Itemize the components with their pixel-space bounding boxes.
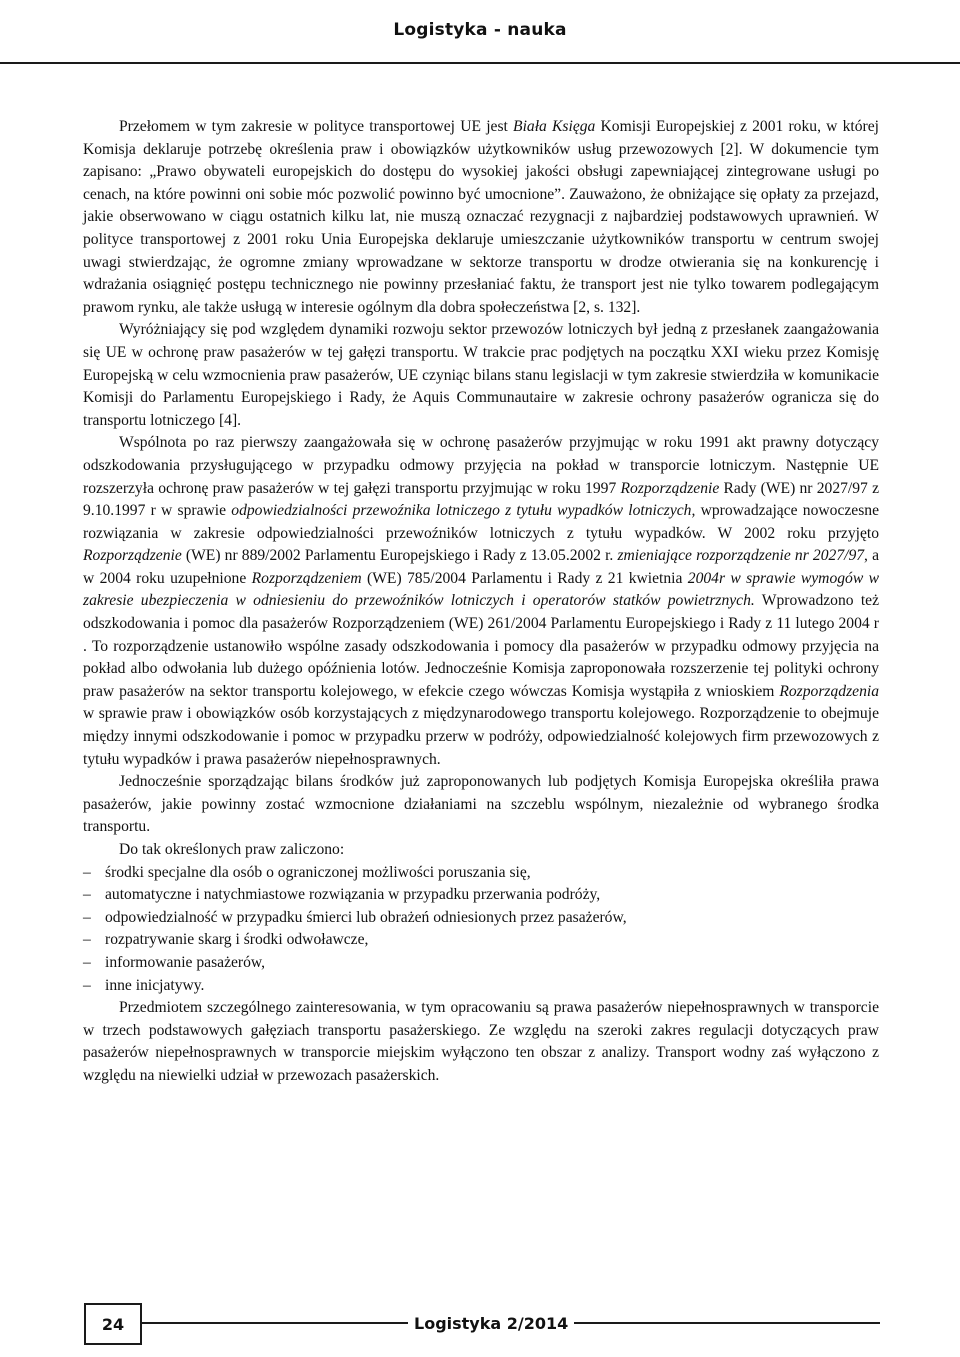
- rights-list-item-text: środki specjalne dla osób o ograniczonej możliwości poruszania się,: [105, 863, 531, 881]
- dash-bullet-icon: –: [83, 908, 91, 926]
- paragraph-intro: [83, 116, 879, 319]
- text-run: w sprawie praw i obowiązków osób korzystających z międzynarodowego transportu kolejowego. Rozporządzenie to obejmuje między innymi odszkodowanie i pomoc w przypadku przerw w podróży, odpowiedzialność kolejowych firm przewozowych z tytułu wypadków i prawa pasażerów niepełnosprawnych.: [83, 705, 879, 768]
- text-run: Jednocześnie sporządzając bilans środków już zaproponowanych lub podjętych Komisja Europejska określiła prawa pasażerów, jakie powinny zostać wzmocnione działaniami na szczeblu wspólnym, niezależnie od wybranego środka transportu.: [83, 773, 879, 836]
- rights-list-item: [83, 975, 879, 998]
- paragraph-rights-intro: [83, 839, 879, 862]
- rights-list-item-text: automatyczne i natychmiastowe rozwiązania w przypadku przerwania podróży,: [105, 886, 601, 904]
- text-run: Wspólnota po raz pierwszy zaangażowała się w ochronę pasażerów przyjmując w roku 1991 akt prawny dotyczący odszkodowania przysługującego w przypadku odmowy przyjęcia na pokład w transporcie lotniczym. Następnie UE rozszerzyła ochronę praw pasażerów w tej gałęzi transportu przyjmując w roku 1997: [83, 434, 879, 497]
- text-run: (WE) 785/2004 Parlamentu i Rady z 21 kwietnia: [361, 569, 688, 587]
- rights-list-item-text: inne inicjatywy.: [105, 976, 205, 994]
- text-run: wprowadzające nowoczesne rozwiązania w zakresie odpowiedzialności przewoźników lotniczych z tytułu wypadków. W 2002 roku przyjęto: [83, 502, 879, 542]
- rights-list-item: [83, 884, 879, 907]
- paragraph-regulations: [83, 432, 879, 771]
- italic-text-run: Rozporządzenie: [620, 479, 720, 497]
- text-run: Wyróżniający się pod względem dynamiki rozwoju sektor przewozów lotniczych był jedną z przesłanek zaangażowania się UE w ochronę praw pasażerów w tej gałęzi transportu. W trakcie prac podjętych na początku XXI wieku przez Komisję Europejską w celu wzmocnienia praw pasażerów, UE czyniąc bilans stanu legislacji w tym zakresie stwierdziła w komunikacie Komisji do Parlamentu Europejskiego i Rady, że Aquis Communautaire w zakresie ochrony pasażerów ogranicza się do transportu lotniczego [4].: [83, 321, 879, 429]
- paragraph-list: [83, 116, 879, 862]
- rights-list-item-text: informowanie pasażerów,: [105, 953, 266, 971]
- rights-list-item: [83, 907, 879, 930]
- header-divider: [0, 62, 960, 64]
- dash-bullet-icon: –: [83, 931, 91, 949]
- paragraph-aviation: [83, 319, 879, 432]
- page-number-box: [84, 1303, 142, 1345]
- section-header-title: Logistyka - nauka: [393, 20, 567, 40]
- italic-text-run: zmieniające rozporządzenie nr 2027/97: [617, 547, 865, 565]
- italic-text-run: Rozporządzenie: [83, 547, 182, 565]
- paragraph-balance: [83, 771, 879, 839]
- page-number: 24: [101, 1314, 125, 1334]
- text-run: Przełomem w tym zakresie w polityce transportowej UE jest: [119, 118, 514, 135]
- italic-text-run: 2004r w sprawie wymogów w zakresie ubezpieczenia w odniesieniu do przewoźników lotniczych i operatorów statków powietrznych.: [83, 569, 879, 610]
- italic-text-run: Biała Księga: [513, 118, 596, 135]
- rights-list-item: [83, 952, 879, 975]
- italic-text-run: odpowiedzialności przewoźnika lotniczego z tytułu wypadków lotniczych,: [231, 502, 696, 520]
- rights-list-item: [83, 929, 879, 952]
- text-run: Do tak określonych praw zaliczono:: [119, 841, 345, 858]
- text-run: (WE) nr 889/2002 Parlamentu Europejskiego i Rady z 13.05.2002 r.: [181, 547, 618, 565]
- article-body: [83, 116, 879, 1088]
- paragraph-closing: Przedmiotem szczególnego zainteresowania, w tym opracowaniu są prawa pasażerów niepełnosprawnych w transporcie w trzech podstawowych gałęziach transportu pasażerskiego. Ze względu na szeroki zakres regulacji dotyczących praw pasażerów niepełnosprawnych w transporcie miejskim wyłączono ten obszar z analizy. Transport wodny zaś wyłączono z względu na niewielki udział w przewozach pasażerskich.: [83, 999, 879, 1084]
- journal-issue-label: Logistyka 2/2014: [408, 1314, 574, 1333]
- rights-list-item: [83, 862, 879, 885]
- dash-bullet-icon: –: [83, 863, 91, 881]
- text-run: Wprowadzono też odszkodowania i pomoc dla pasażerów Rozporządzeniem (WE) 261/2004 Parlamentu Europejskiego i Rady z 11 lutego 2004 r . To rozporządzenie ustanowiło wspólne zasady odszkodowania i pomocy dla pasażerów w przypadku odmowy przyjęcia na pokład albo odwołania lub dużego opóźnienia lotów. Jednocześnie Komisja zaproponowała rozszerzenie tej polityki ochrony praw pasażerów na sektor transportu kolejowego, w efekcie czego wówczas Komisja wystąpiła z wnioskiem: [83, 592, 879, 700]
- dash-bullet-icon: –: [83, 953, 91, 971]
- italic-text-run: Rozporządzenia: [779, 682, 879, 700]
- rights-bullet-list: [83, 862, 879, 998]
- dash-bullet-icon: –: [83, 886, 91, 904]
- italic-text-run: Rozporządzeniem: [251, 569, 362, 587]
- rights-list-item-text: odpowiedzialność w przypadku śmierci lub obrażeń odniesionych przez pasażerów,: [105, 908, 627, 926]
- dash-bullet-icon: –: [83, 976, 91, 994]
- rights-list-item-text: rozpatrywanie skarg i środki odwoławcze,: [105, 931, 369, 949]
- text-run: , a w 2004 roku uzupełnione: [83, 547, 880, 587]
- text-run: Rady (WE) nr 2027/97 z 9.10.1997 r w sprawie: [83, 479, 879, 520]
- text-run: Komisji Europejskiej z 2001 roku, w której Komisja deklaruje potrzebę określenia praw i obowiązków użytkowników usług przewozowych [2]. W dokumencie tym zapisano: „Prawo obywateli europejskich do dostępu do wysokiej jakości obsługi zapewniającej zintegrowane usługi po cenach, na które powinni oni sobie móc pozwolić powinno być umocnione”. Zauważono, że obniżające się opłaty za przejazd, jakie obserwowano w ciągu ostatnich kilku lat, nie muszą oznaczać rezygnacji z najbardziej podstawowych uprawnień. W polityce transportowej z 2001 roku Unia Europejska deklaruje umieszczanie użytkowników transportu w centrum swojej uwagi stwierdzając, że ogromne zmiany wprowadzane w sektorze transportu w drodze otwierania się na konkurencję i wdrażania osiągnięć postępu technicznego nie powinny przesłaniać faktu, że transport jest nie tylko towarem podlegającym prawom rynku, ale także usługą w interesie ogólnym dla dobra społeczeństwa [2, s. 132].: [83, 118, 879, 316]
